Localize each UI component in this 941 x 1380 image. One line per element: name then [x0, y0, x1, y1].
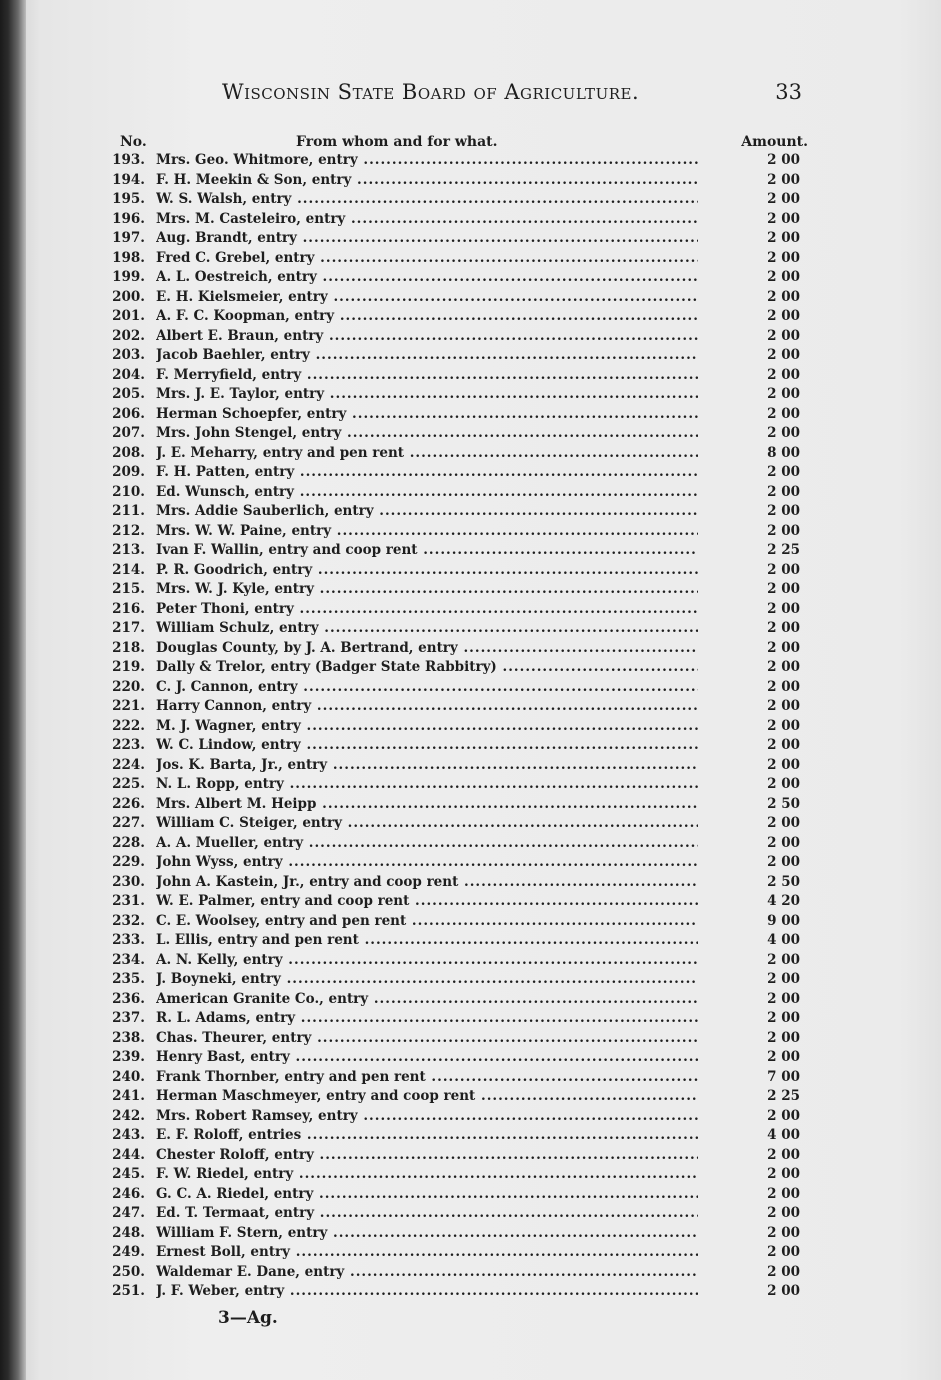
running-header	[222, 80, 802, 110]
entry-description: Mrs. M. Casteleiro, entry .....	[156, 211, 698, 227]
entry-number: 193.	[112, 152, 145, 168]
entry-amount: 2 00	[767, 1244, 800, 1260]
entry-amount: 2 00	[767, 1263, 800, 1280]
entry-description: A. A. Mueller, entry .....	[156, 835, 698, 851]
entry-amount: 2 50	[767, 873, 800, 890]
entry-amount: 7 00	[767, 1068, 800, 1085]
entry-amount: 2 00	[767, 854, 800, 870]
entry-description: Frank Thornber, entry and pen rent .....	[156, 1069, 698, 1085]
entry-number: 209.	[112, 464, 145, 480]
entry-description: Jos. K. Barta, Jr., entry .....	[156, 757, 698, 773]
ledger-row	[90, 503, 810, 523]
ledger-row	[90, 269, 810, 289]
ledger-row	[90, 971, 810, 991]
entry-amount: 2 00	[767, 678, 800, 695]
entry-amount: 2 00	[767, 1146, 800, 1163]
entry-description: J. F. Weber, entry .....	[156, 1283, 698, 1299]
ledger-row	[90, 445, 810, 465]
ledger-row	[90, 211, 810, 231]
ledger-row	[90, 1225, 810, 1245]
entry-description: Harry Cannon, entry .....	[156, 698, 698, 714]
ledger-row	[90, 601, 810, 621]
entry-description: Dally & Trelor, entry (Badger State Rabbitry) .....	[156, 659, 698, 675]
entry-amount: 2 00	[767, 737, 800, 753]
entry-number: 232.	[112, 912, 145, 929]
entry-description: M. J. Wagner, entry .....	[156, 718, 698, 734]
ledger-row	[90, 523, 810, 543]
column-header-no: No.	[120, 134, 147, 150]
ledger-row	[90, 328, 810, 348]
entry-description: F. W. Riedel, entry .....	[156, 1166, 698, 1182]
ledger-row	[90, 1186, 810, 1206]
entry-amount: 2 00	[767, 600, 800, 617]
entry-description: Chas. Theurer, entry .....	[156, 1030, 698, 1046]
ledger-row	[90, 913, 810, 933]
page-number: 33	[775, 80, 802, 104]
entry-number: 220.	[112, 678, 145, 695]
entry-description: William C. Steiger, entry .....	[156, 815, 698, 831]
entry-number: 216.	[112, 600, 145, 617]
entry-description: E. H. Kielsmeier, entry .....	[156, 289, 698, 305]
entry-description: N. L. Ropp, entry .....	[156, 776, 698, 792]
entry-number: 202.	[112, 327, 145, 344]
entry-description: P. R. Goodrich, entry .....	[156, 562, 698, 578]
entry-number: 207.	[112, 425, 145, 441]
entry-description: Ed. Wunsch, entry .....	[156, 484, 698, 500]
entry-number: 204.	[112, 366, 145, 383]
entry-description: John A. Kastein, Jr., entry and coop rent .....	[156, 874, 698, 890]
entry-description: Mrs. Albert M. Heipp .....	[156, 796, 698, 812]
entry-amount: 8 00	[767, 444, 800, 461]
book-spine-shadow	[0, 0, 26, 1380]
entry-number: 210.	[112, 483, 145, 500]
entry-amount: 2 00	[767, 581, 800, 597]
entry-description: Mrs. J. E. Taylor, entry .....	[156, 386, 698, 402]
entry-amount: 2 00	[767, 464, 800, 480]
ledger-row	[90, 1166, 810, 1186]
entry-description: Ed. T. Termaat, entry .....	[156, 1205, 698, 1221]
entry-amount: 2 00	[767, 1049, 800, 1065]
ledger-row	[90, 932, 810, 952]
ledger-row	[90, 347, 810, 367]
entry-amount: 2 00	[767, 1224, 800, 1241]
entry-amount: 9 00	[767, 912, 800, 929]
entry-amount: 2 00	[767, 1010, 800, 1026]
column-header-amount: Amount.	[741, 134, 808, 150]
entry-amount: 2 00	[767, 366, 800, 383]
entry-amount: 2 00	[767, 639, 800, 656]
entry-number: 244.	[112, 1146, 145, 1163]
entry-description: A. F. C. Koopman, entry .....	[156, 308, 698, 324]
ledger-row	[90, 718, 810, 738]
entry-number: 236.	[112, 990, 145, 1007]
entry-number: 225.	[112, 776, 145, 792]
entry-description: Douglas County, by J. A. Bertrand, entry .....	[156, 640, 698, 656]
entry-number: 211.	[112, 503, 145, 519]
ledger-row	[90, 1264, 810, 1284]
ledger-row	[90, 581, 810, 601]
entry-number: 195.	[112, 191, 145, 207]
entry-description: Mrs. Geo. Whitmore, entry .....	[156, 152, 698, 168]
entry-number: 249.	[112, 1244, 145, 1260]
entry-number: 241.	[112, 1088, 145, 1104]
entry-amount: 2 00	[767, 815, 800, 831]
entry-number: 229.	[112, 854, 145, 870]
entry-number: 196.	[112, 210, 145, 227]
ledger-row	[90, 425, 810, 445]
entry-description: E. F. Roloff, entries .....	[156, 1127, 698, 1143]
entry-amount: 2 00	[767, 620, 800, 636]
entry-number: 197.	[112, 230, 145, 246]
entry-description: L. Ellis, entry and pen rent .....	[156, 932, 698, 948]
ledger-row	[90, 1147, 810, 1167]
entry-description: William F. Stern, entry .....	[156, 1225, 698, 1241]
entry-amount: 2 00	[767, 503, 800, 519]
entry-amount: 2 00	[767, 1166, 800, 1182]
entry-amount: 2 00	[767, 405, 800, 422]
entry-number: 213.	[112, 542, 145, 558]
column-header-from: From whom and for what.	[296, 134, 498, 150]
entry-number: 217.	[112, 620, 145, 636]
entry-number: 250.	[112, 1263, 145, 1280]
entry-number: 243.	[112, 1127, 145, 1143]
ledger-row	[90, 1049, 810, 1069]
entry-amount: 2 00	[767, 483, 800, 500]
entry-amount: 2 00	[767, 834, 800, 851]
entry-number: 221.	[112, 698, 145, 714]
ledger-row	[90, 484, 810, 504]
entry-description: W. E. Palmer, entry and coop rent .....	[156, 893, 698, 909]
entry-amount: 2 00	[767, 327, 800, 344]
ledger-row	[90, 562, 810, 582]
ledger-row	[90, 796, 810, 816]
entry-description: Fred C. Grebel, entry .....	[156, 250, 698, 266]
ledger-row	[90, 230, 810, 250]
entry-description: F. H. Meekin & Son, entry .....	[156, 172, 698, 188]
ledger-row	[90, 250, 810, 270]
entry-description: W. C. Lindow, entry .....	[156, 737, 698, 753]
entry-number: 222.	[112, 717, 145, 734]
ledger-row	[90, 367, 810, 387]
entry-number: 194.	[112, 171, 145, 188]
entry-number: 224.	[112, 756, 145, 773]
ledger-row	[90, 640, 810, 660]
entry-number: 206.	[112, 405, 145, 422]
entry-amount: 2 00	[767, 1185, 800, 1202]
entry-description: C. J. Cannon, entry .....	[156, 679, 698, 695]
entry-description: Herman Schoepfer, entry .....	[156, 406, 698, 422]
entry-number: 246.	[112, 1185, 145, 1202]
entry-amount: 2 00	[767, 1029, 800, 1046]
ledger-row	[90, 620, 810, 640]
entry-number: 247.	[112, 1205, 145, 1221]
entry-description: William Schulz, entry .....	[156, 620, 698, 636]
entry-amount: 2 00	[767, 230, 800, 246]
entry-number: 208.	[112, 444, 145, 461]
entry-amount: 2 25	[767, 542, 800, 558]
entry-amount: 2 00	[767, 152, 800, 168]
ledger-row	[90, 893, 810, 913]
entry-number: 215.	[112, 581, 145, 597]
entry-number: 212.	[112, 522, 145, 539]
entry-description: Mrs. W. W. Paine, entry .....	[156, 523, 698, 539]
entry-description: G. C. A. Riedel, entry .....	[156, 1186, 698, 1202]
ledger-row	[90, 152, 810, 172]
ledger-row	[90, 679, 810, 699]
entry-amount: 2 00	[767, 1283, 800, 1299]
entry-amount: 2 00	[767, 659, 800, 675]
entry-description: Mrs. John Stengel, entry .....	[156, 425, 698, 441]
entry-description: Mrs. Addie Sauberlich, entry .....	[156, 503, 698, 519]
ledger-row	[90, 952, 810, 972]
entry-description: J. E. Meharry, entry and pen rent .....	[156, 445, 698, 461]
entry-description: Henry Bast, entry .....	[156, 1049, 698, 1065]
entry-amount: 2 25	[767, 1088, 800, 1104]
running-header-title: Wisconsin State Board of Agriculture.	[222, 80, 640, 104]
entry-number: 219.	[112, 659, 145, 675]
entry-number: 201.	[112, 308, 145, 324]
entry-number: 231.	[112, 893, 145, 909]
entry-number: 235.	[112, 971, 145, 987]
entry-amount: 2 00	[767, 951, 800, 968]
ledger-row	[90, 1088, 810, 1108]
entry-description: Mrs. Robert Ramsey, entry .....	[156, 1108, 698, 1124]
entry-amount: 2 00	[767, 990, 800, 1007]
entry-description: Aug. Brandt, entry .....	[156, 230, 698, 246]
entry-amount: 4 20	[767, 893, 800, 909]
entry-number: 234.	[112, 951, 145, 968]
ledger-row	[90, 191, 810, 211]
entry-number: 227.	[112, 815, 145, 831]
entry-amount: 2 00	[767, 1107, 800, 1124]
entry-description: J. Boyneki, entry .....	[156, 971, 698, 987]
entry-number: 245.	[112, 1166, 145, 1182]
ledger-row	[90, 1205, 810, 1225]
entry-description: R. L. Adams, entry .....	[156, 1010, 698, 1026]
entry-number: 228.	[112, 834, 145, 851]
entry-description: F. Merryfield, entry .....	[156, 367, 698, 383]
entry-description: C. E. Woolsey, entry and pen rent .....	[156, 913, 698, 929]
entry-amount: 2 00	[767, 269, 800, 285]
entry-amount: 2 00	[767, 717, 800, 734]
ledger-row	[90, 835, 810, 855]
ledger-row	[90, 464, 810, 484]
ledger-row	[90, 1127, 810, 1147]
signature-mark: 3—Ag.	[218, 1308, 278, 1328]
entry-amount: 2 00	[767, 971, 800, 987]
ledger-row	[90, 757, 810, 777]
ledger-list	[90, 152, 810, 1303]
entry-description: Peter Thoni, entry .....	[156, 601, 698, 617]
entry-number: 203.	[112, 347, 145, 363]
entry-description: Ivan F. Wallin, entry and coop rent .....	[156, 542, 698, 558]
entry-amount: 2 00	[767, 776, 800, 792]
ledger-row	[90, 289, 810, 309]
entry-number: 226.	[112, 795, 145, 812]
entry-amount: 2 00	[767, 249, 800, 266]
entry-number: 240.	[112, 1068, 145, 1085]
entry-description: Mrs. W. J. Kyle, entry .....	[156, 581, 698, 597]
ledger-row	[90, 815, 810, 835]
entry-number: 248.	[112, 1224, 145, 1241]
entry-amount: 2 00	[767, 347, 800, 363]
entry-number: 251.	[112, 1283, 145, 1299]
ledger-row	[90, 308, 810, 328]
ledger-row	[90, 1069, 810, 1089]
entry-number: 198.	[112, 249, 145, 266]
ledger-row	[90, 1010, 810, 1030]
entry-number: 239.	[112, 1049, 145, 1065]
entry-amount: 2 00	[767, 308, 800, 324]
entry-amount: 2 00	[767, 386, 800, 402]
entry-amount: 2 00	[767, 191, 800, 207]
entry-description: Herman Maschmeyer, entry and coop rent .....	[156, 1088, 698, 1104]
entry-number: 205.	[112, 386, 145, 402]
entry-amount: 2 00	[767, 698, 800, 714]
ledger-row	[90, 386, 810, 406]
entry-number: 238.	[112, 1029, 145, 1046]
entry-amount: 2 50	[767, 795, 800, 812]
ledger-row	[90, 1283, 810, 1303]
entry-number: 199.	[112, 269, 145, 285]
entry-description: Waldemar E. Dane, entry .....	[156, 1264, 698, 1280]
entry-number: 237.	[112, 1010, 145, 1026]
entry-amount: 4 00	[767, 1127, 800, 1143]
entry-number: 214.	[112, 561, 145, 578]
entry-amount: 2 00	[767, 1205, 800, 1221]
entry-description: A. L. Oestreich, entry .....	[156, 269, 698, 285]
entry-description: Albert E. Braun, entry .....	[156, 328, 698, 344]
entry-amount: 2 00	[767, 756, 800, 773]
ledger-row	[90, 776, 810, 796]
entry-description: American Granite Co., entry .....	[156, 991, 698, 1007]
entry-description: W. S. Walsh, entry .....	[156, 191, 698, 207]
entry-description: John Wyss, entry .....	[156, 854, 698, 870]
entry-number: 242.	[112, 1107, 145, 1124]
entry-amount: 2 00	[767, 522, 800, 539]
entry-description: Jacob Baehler, entry .....	[156, 347, 698, 363]
entry-amount: 2 00	[767, 210, 800, 227]
ledger-row	[90, 698, 810, 718]
ledger-row	[90, 659, 810, 679]
ledger-row	[90, 1030, 810, 1050]
entry-description: Chester Roloff, entry .....	[156, 1147, 698, 1163]
entry-amount: 2 00	[767, 425, 800, 441]
ledger-row	[90, 874, 810, 894]
entry-number: 223.	[112, 737, 145, 753]
entry-amount: 4 00	[767, 932, 800, 948]
entry-number: 218.	[112, 639, 145, 656]
entry-amount: 2 00	[767, 288, 800, 305]
ledger-row	[90, 1244, 810, 1264]
ledger-row	[90, 172, 810, 192]
ledger-row	[90, 991, 810, 1011]
entry-number: 200.	[112, 288, 145, 305]
ledger-row	[90, 854, 810, 874]
entry-number: 233.	[112, 932, 145, 948]
ledger-row	[90, 737, 810, 757]
ledger-row	[90, 406, 810, 426]
entry-description: F. H. Patten, entry .....	[156, 464, 698, 480]
entry-description: Ernest Boll, entry .....	[156, 1244, 698, 1260]
entry-description: A. N. Kelly, entry .....	[156, 952, 698, 968]
ledger-row	[90, 542, 810, 562]
column-headers	[110, 134, 810, 154]
entry-number: 230.	[112, 873, 145, 890]
ledger-row	[90, 1108, 810, 1128]
entry-amount: 2 00	[767, 171, 800, 188]
entry-amount: 2 00	[767, 561, 800, 578]
